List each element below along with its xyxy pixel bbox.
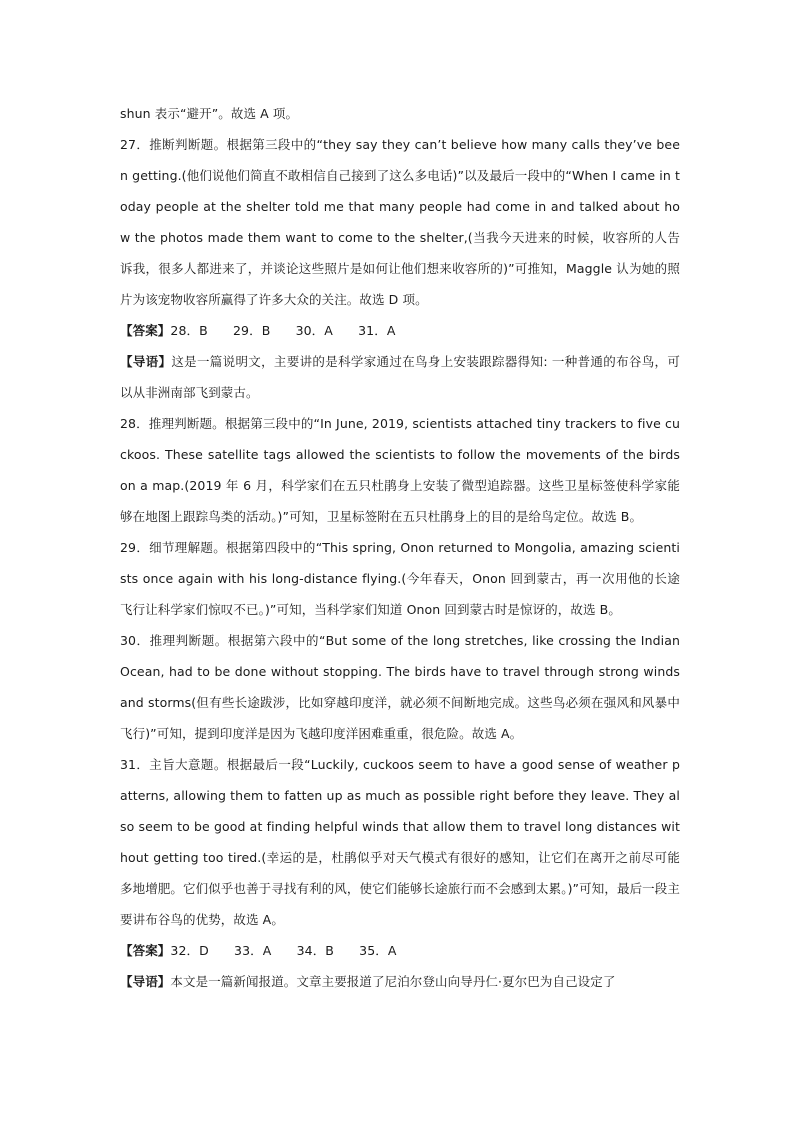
answer-tag: 【答案】 <box>120 323 171 338</box>
document-page <box>120 98 680 997</box>
answer-tag: 【答案】 <box>120 943 171 958</box>
guide-tag: 【导语】 <box>120 974 171 989</box>
guide-text: 本文是一篇新闻报道。文章主要报道了尼泊尔登山向导丹仁·夏尔巴为自己设定了 <box>170 974 616 989</box>
answer-line-32-35 <box>120 935 680 966</box>
guide-text: 这是一篇说明文，主要讲的是科学家通过在鸟身上安装跟踪器得知: 一种普通的布谷鸟，可以从非洲南部飞到蒙古。 <box>120 354 680 400</box>
guide-paragraph-1 <box>120 346 680 408</box>
paragraph-intro: shun 表示“避开”。故选 A 项。 <box>120 106 299 121</box>
paragraph-q28: 28．推理判断题。根据第三段中的“In June, 2019, scientists attached tiny trackers to five cuckoos. These satellite tags allowed the scientists to follow the movements of the birds on a map.(2019 年 6 月，科学家们在五只杜鹃身上安装了微型追踪器。这些卫星标签使科学家能够在地图上跟踪鸟类的活动。)”可知，卫星标签附在五只杜鹃身上的目的是给鸟定位。故选 B。 <box>120 416 680 524</box>
answer-values: 32．D 33．A 34．B 35．A <box>170 943 397 958</box>
guide-tag: 【导语】 <box>120 354 172 369</box>
answer-values: 28．B 29．B 30．A 31．A <box>170 323 396 338</box>
paragraph-q27: 27．推断判断题。根据第三段中的“they say they can’t believe how many calls they’ve been getting.(他们说他们简直不敢相信自己接到了这么多电话)”以及最后一段中的“When I came in today people at the shelter told me that many people had come in and talked about how the photos made them want to come to the shelter,(当我今天进来的时候，收容所的人告诉我，很多人都进来了，并谈论这些照片是如何让他们想来收容所的)”可推知，Maggle 认为她的照片为该宠物收容所赢得了许多大众的关注。故选 D 项。 <box>120 137 680 307</box>
paragraph-q31: 31．主旨大意题。根据最后一段“Luckily, cuckoos seem to have a good sense of weather patterns, allowing them to fatten up as much as possible right before they leave. They also seem to be good at finding helpful winds that allow them to travel long distances without getting too tired.(幸运的是，杜鹃似乎对天气模式有很好的感知，让它们在离开之前尽可能多地增肥。它们似乎也善于寻找有利的风，使它们能够长途旅行而不会感到太累。)”可知，最后一段主要讲布谷鸟的优势，故选 A。 <box>120 757 680 927</box>
guide-paragraph-2 <box>120 966 680 997</box>
paragraph-q29: 29．细节理解题。根据第四段中的“This spring, Onon returned to Mongolia, amazing scientists once again with his long-distance flying.(今年春天，Onon 回到蒙古，再一次用他的长途飞行让科学家们惊叹不已。)”可知，当科学家们知道 Onon 回到蒙古时是惊讶的，故选 B。 <box>120 540 680 617</box>
answer-line-28-31 <box>120 315 680 346</box>
paragraph-q30: 30．推理判断题。根据第六段中的“But some of the long stretches, like crossing the Indian Ocean, had to be done without stopping. The birds have to travel through strong winds and storms(但有些长途跋涉，比如穿越印度洋，就必须不间断地完成。这些鸟必须在强风和风暴中飞行)”可知，提到印度洋是因为飞越印度洋困难重重，很危险。故选 A。 <box>120 633 680 741</box>
